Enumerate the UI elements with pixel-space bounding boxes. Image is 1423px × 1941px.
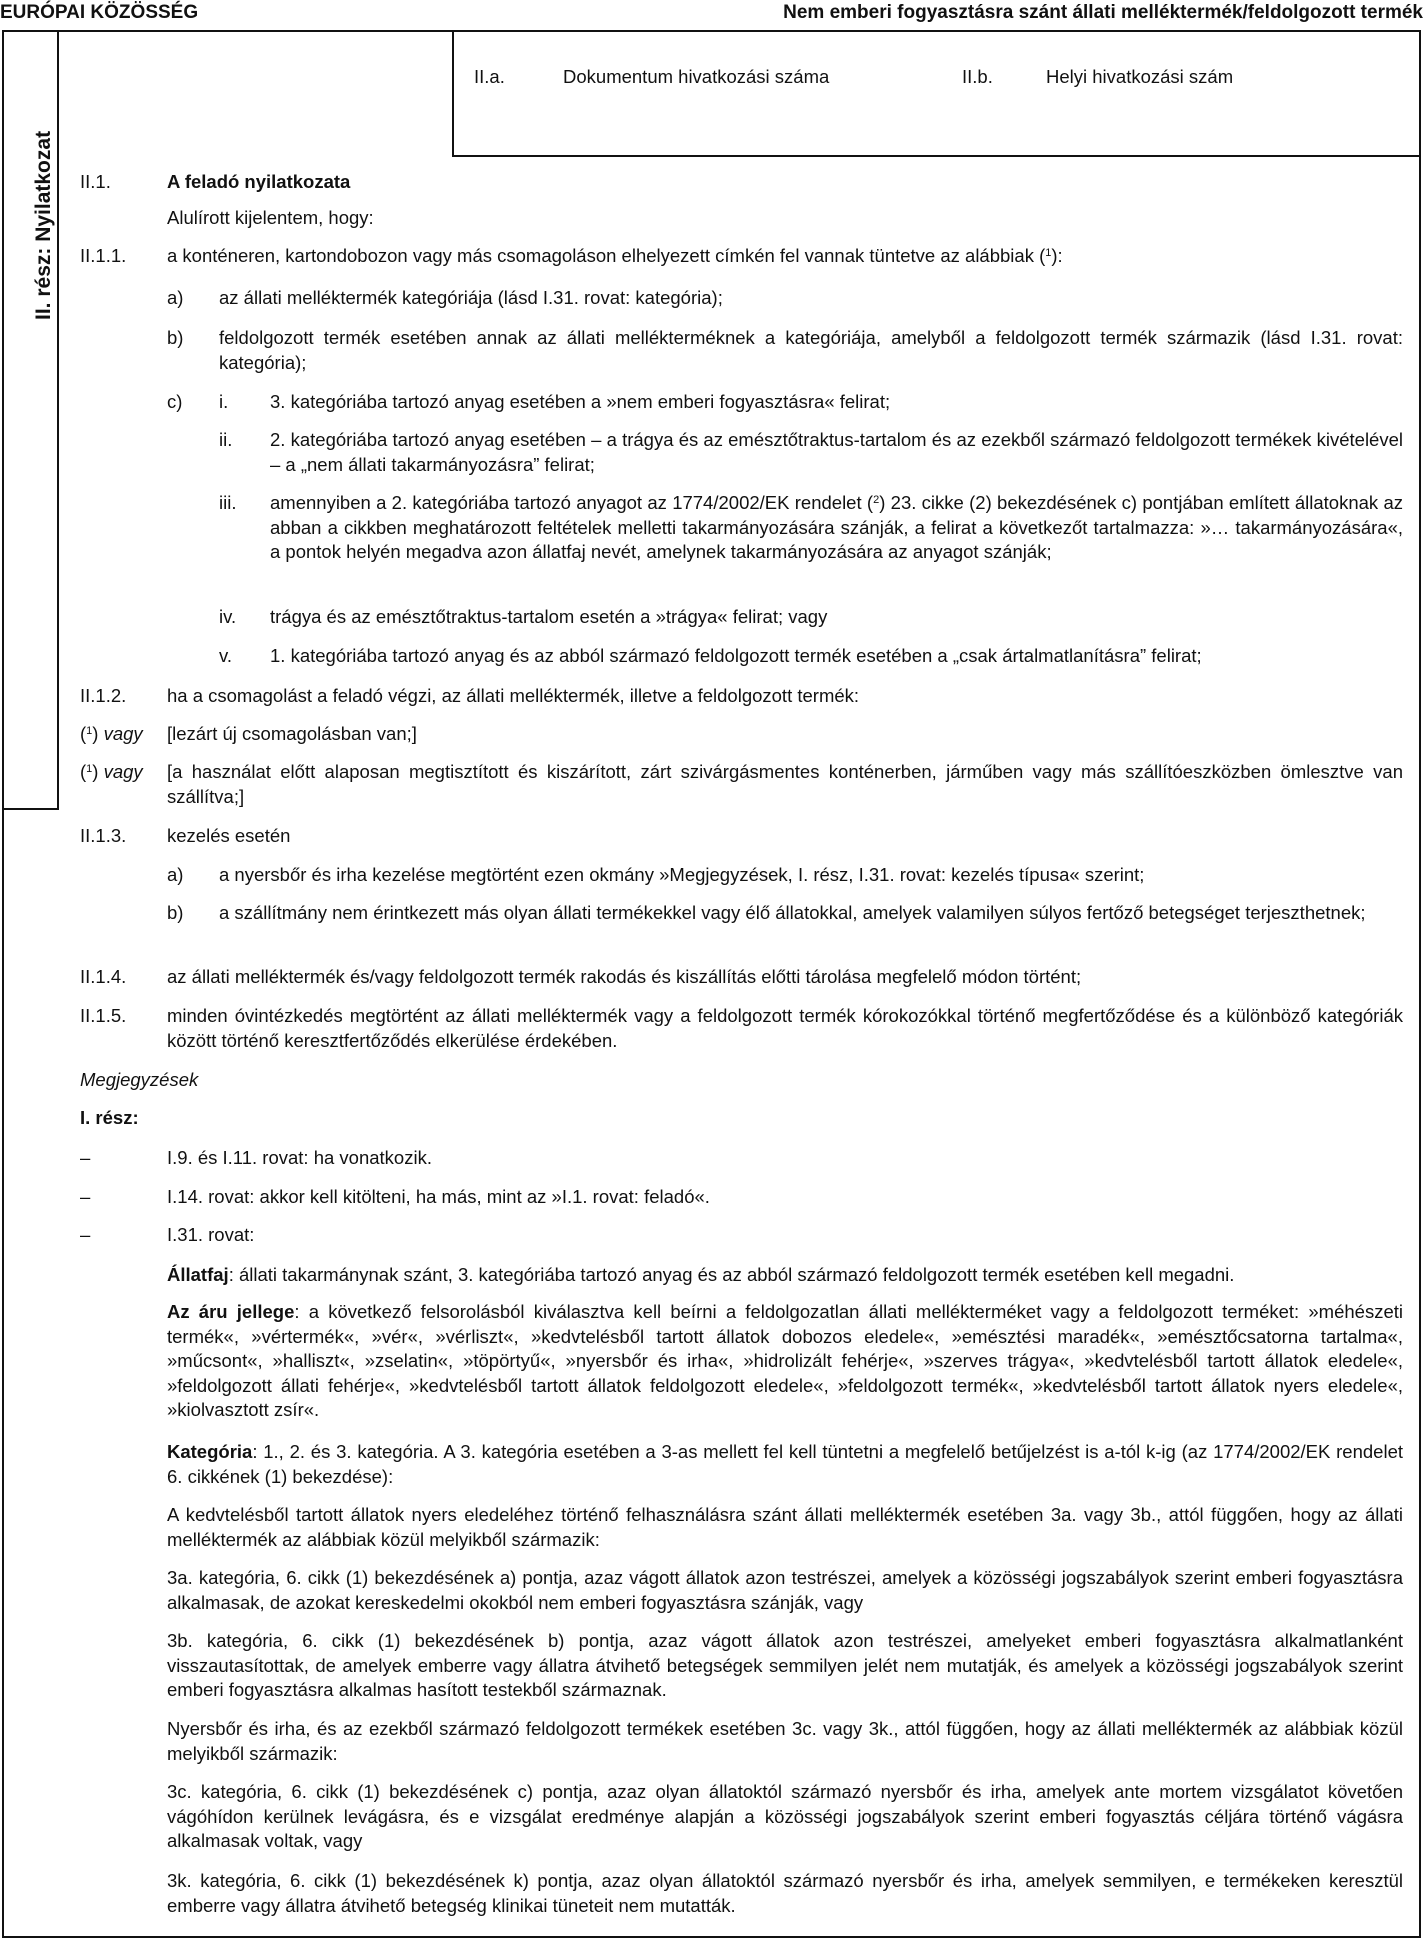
point-text: feldolgozott termék esetében annak az állati mellékterméknek a kategóriája, amelyből a feldolgozott termék származik (lásd I.31. rovat: kategória); [219, 327, 1403, 373]
note-paragraph: 3b. kategória, 6. cikk (1) bekezdésének b) pontja, azaz vágott állatok azon testrészei, amelyeket emberi fogyasztásra alkalmatlanként visszautasítottak, de amelyek emberre vagy állatra átvihető betegségek semmilyen jelét nem mutatják, és amelyek a közösségi jogszabályok szerint emberi fogyasztásra alkalmas hasított testekből származnak. [167, 1630, 1403, 1700]
document-header-left: EURÓPAI KÖZÖSSÉG [0, 2, 199, 23]
dash-marker: – [80, 1147, 91, 1168]
option-marker: ($^1$) vagy [80, 761, 143, 782]
reference-box [452, 30, 1421, 157]
note-paragraph: Az áru jellege: a következő felsorolásból kiválasztva kell beírni a feldolgozatlan állati mellékterméket vagy a feldolgozott terméket: »méhészeti termék«, »vértermék«, »vér«, »vérliszt«, »kedvtelésből tartott állatok dobozos eledele«, »emésztési maradék«, »emésztőcsatorna tartalma«, »műcsont«, »halliszt«, »zselatin«, »töpörtyű«, »nyersbőr és irha«, »hidrolizált fehérje«, »szerves trágya«, »kedvtelésből tartott állatok eledele«, »feldolgozott állati fehérje«, »kedvtelésből tartott állatok feldolgozott eledele«, »feldolgozott termék«, »kedvtelésből tartott állatok nyers eledele«, »kiolvasztott zsír«. [167, 1301, 1403, 1420]
subpoint-text: amennyiben a 2. kategóriába tartozó anyagot az 1774/2002/EK rendelet ($^2$) 23. cikke (2) bekezdésének c) pontjában említett állatoknak az abban a cikkben meghatározott feltételek melletti takarmányozására szánják, a felirat a következőt tartalmazza: »… takarmányozására«, a pontok helyén megadva azon állatfaj nevét, amelynek takarmányozására az anyagot szánják; [270, 492, 1403, 562]
sidebar-label: II. rész: Nyilatkozat [32, 130, 55, 320]
subpoint-label: iii. [219, 492, 237, 513]
item-text: kezelés esetén [167, 825, 291, 846]
sidebar-box [2, 30, 59, 810]
option-text: [lezárt új csomagolásban van;] [167, 723, 417, 744]
dash-marker: – [80, 1186, 91, 1207]
item-text: az állati melléktermék és/vagy feldolgozott termék rakodás és kiszállítás előtti tárolása megfelelő módon történt; [167, 966, 1082, 987]
footnote-ref: 1 [1045, 247, 1052, 259]
note-paragraph: Nyersbőr és irha, és az ezekből származó feldolgozott termékek esetében 3c. vagy 3k., attól függően, hogy az állati melléktermék az alábbiak közül melyikből származik: [167, 1718, 1403, 1764]
subpoint-text: 1. kategóriába tartozó anyag és az abból származó feldolgozott termék esetében a „csak ártalmatlanításra” felirat; [270, 645, 1202, 666]
ref-b-number: II.b. [962, 66, 993, 87]
dash-marker: – [80, 1224, 91, 1245]
note-paragraph: 3c. kategória, 6. cikk (1) bekezdésének c) pontja, azaz olyan állatoktól származó nyersbőr és irha, amelyek ante mortem vizsgálatot követően vágóhídon kerülnek levágásra, és e vizsgálat eredménye alapján a közösségi jogszabályok szerint emberi fogyasztás céljára történő vágásra alkalmasak voltak, vagy [167, 1781, 1403, 1851]
note-paragraph: Kategória: 1., 2. és 3. kategória. A 3. kategória esetében a 3-as mellett fel kell tüntetni a megfelelő betűjelzést is a-tól k-ig (az 1774/2002/EK rendelet 6. cikkének (1) bekezdése): [167, 1441, 1403, 1487]
point-text: a szállítmány nem érintkezett más olyan állati termékekkel vagy élő állatokkal, amelyek valamilyen súlyos fertőző betegséget terjeszthetnek; [219, 902, 1366, 923]
point-text: az állati melléktermék kategóriája (lásd I.31. rovat: kategória); [219, 287, 723, 308]
notes-part-label: I. rész: [80, 1107, 139, 1128]
item-number: II.1.5. [80, 1005, 127, 1026]
item-number: II.1.1. [80, 245, 127, 266]
note-item: I.14. rovat: akkor kell kitölteni, ha más, mint az »I.1. rovat: feladó«. [167, 1186, 710, 1207]
subpoint-text: 3. kategóriába tartozó anyag esetében a »nem emberi fogyasztásra« felirat; [270, 391, 891, 412]
note-paragraph: A kedvtelésből tartott állatok nyers eledeléhez történő felhasználásra szánt állati melléktermék esetében 3a. vagy 3b., attól függően, hogy az állati melléktermék az alábbiak közül melyikből származik: [167, 1504, 1403, 1550]
point-label: a) [167, 864, 184, 885]
section-intro: Alulírott kijelentem, hogy: [167, 207, 374, 228]
notes-title: Megjegyzések [80, 1069, 199, 1090]
subpoint-label: iv. [219, 606, 237, 627]
note-paragraph: Állatfaj: állati takarmánynak szánt, 3. kategóriába tartozó anyag és az abból származó feldolgozott termék esetében kell megadni. [167, 1264, 1235, 1285]
subpoint-label: i. [219, 391, 229, 412]
point-text: a nyersbőr és irha kezelése megtörtént ezen okmány »Megjegyzések, I. rész, I.31. rovat: kezelés típusa« szerint; [219, 864, 1145, 885]
subpoint-text: 2. kategóriába tartozó anyag esetében – a trágya és az emésztőtraktus-tartalom és az ezekből származó feldolgozott termékek kivételével – a „nem állati takarmányozásra” felirat; [270, 429, 1403, 475]
point-label: b) [167, 327, 184, 348]
document-header-right: Nem emberi fogyasztásra szánt állati melléktermék/feldolgozott termék [783, 2, 1423, 23]
ref-b-label: Helyi hivatkozási szám [1046, 66, 1234, 87]
ref-a-number: II.a. [474, 66, 505, 87]
point-label: c) [167, 391, 183, 412]
item-number: II.1.4. [80, 966, 127, 987]
option-text: [a használat előtt alaposan megtisztított és kiszárított, zárt szivárgásmentes konténerben, járműben vagy más szállítóeszközben ömlesztve van szállítva;] [167, 761, 1403, 807]
note-paragraph: 3a. kategória, 6. cikk (1) bekezdésének a) pontja, azaz vágott állatok azon testrészei, amelyek a közösségi jogszabályok szerint emberi fogyasztásra alkalmasak, de azokat kereskedelmi okokból nem emberi fogyasztásra szánják, vagy [167, 1567, 1403, 1613]
item-number: II.1.2. [80, 685, 127, 706]
note-paragraph: 3k. kategória, 6. cikk (1) bekezdésének k) pontja, azaz olyan állatoktól származó nyersbőr és irha, amelyek semmilyen, e termékeken keresztül emberre vagy állatra átvihető betegség klinikai tüneteit nem mutatták. [167, 1870, 1403, 1916]
subpoint-label: ii. [219, 429, 233, 450]
item-text: ha a csomagolást a feladó végzi, az állati melléktermék, illetve a feldolgozott termék: [167, 685, 860, 706]
point-label: a) [167, 287, 184, 308]
point-label: b) [167, 902, 184, 923]
note-item: I.9. és I.11. rovat: ha vonatkozik. [167, 1147, 432, 1168]
ref-a-label: Dokumentum hivatkozási száma [563, 66, 830, 87]
subpoint-text: trágya és az emésztőtraktus-tartalom esetén a »trágya« felirat; vagy [270, 606, 828, 627]
item-text: minden óvintézkedés megtörtént az állati melléktermék vagy a feldolgozott termék kórokozókkal történő megfertőződése és a különböző kategóriák között történő keresztfertőződés elkerülése érdekében. [167, 1005, 1403, 1051]
item-text: a konténeren, kartondobozon vagy más csomagoláson elhelyezett címkén fel vannak tüntetve az alábbiak ($^1$): [167, 245, 1063, 266]
option-marker: ($^1$) vagy [80, 723, 143, 744]
section-title: A feladó nyilatkozata [167, 171, 351, 192]
item-number: II.1.3. [80, 825, 127, 846]
section-number: II.1. [80, 171, 111, 192]
note-item: I.31. rovat: [167, 1224, 255, 1245]
subpoint-label: v. [219, 645, 233, 666]
footnote-ref: 2 [873, 494, 880, 506]
